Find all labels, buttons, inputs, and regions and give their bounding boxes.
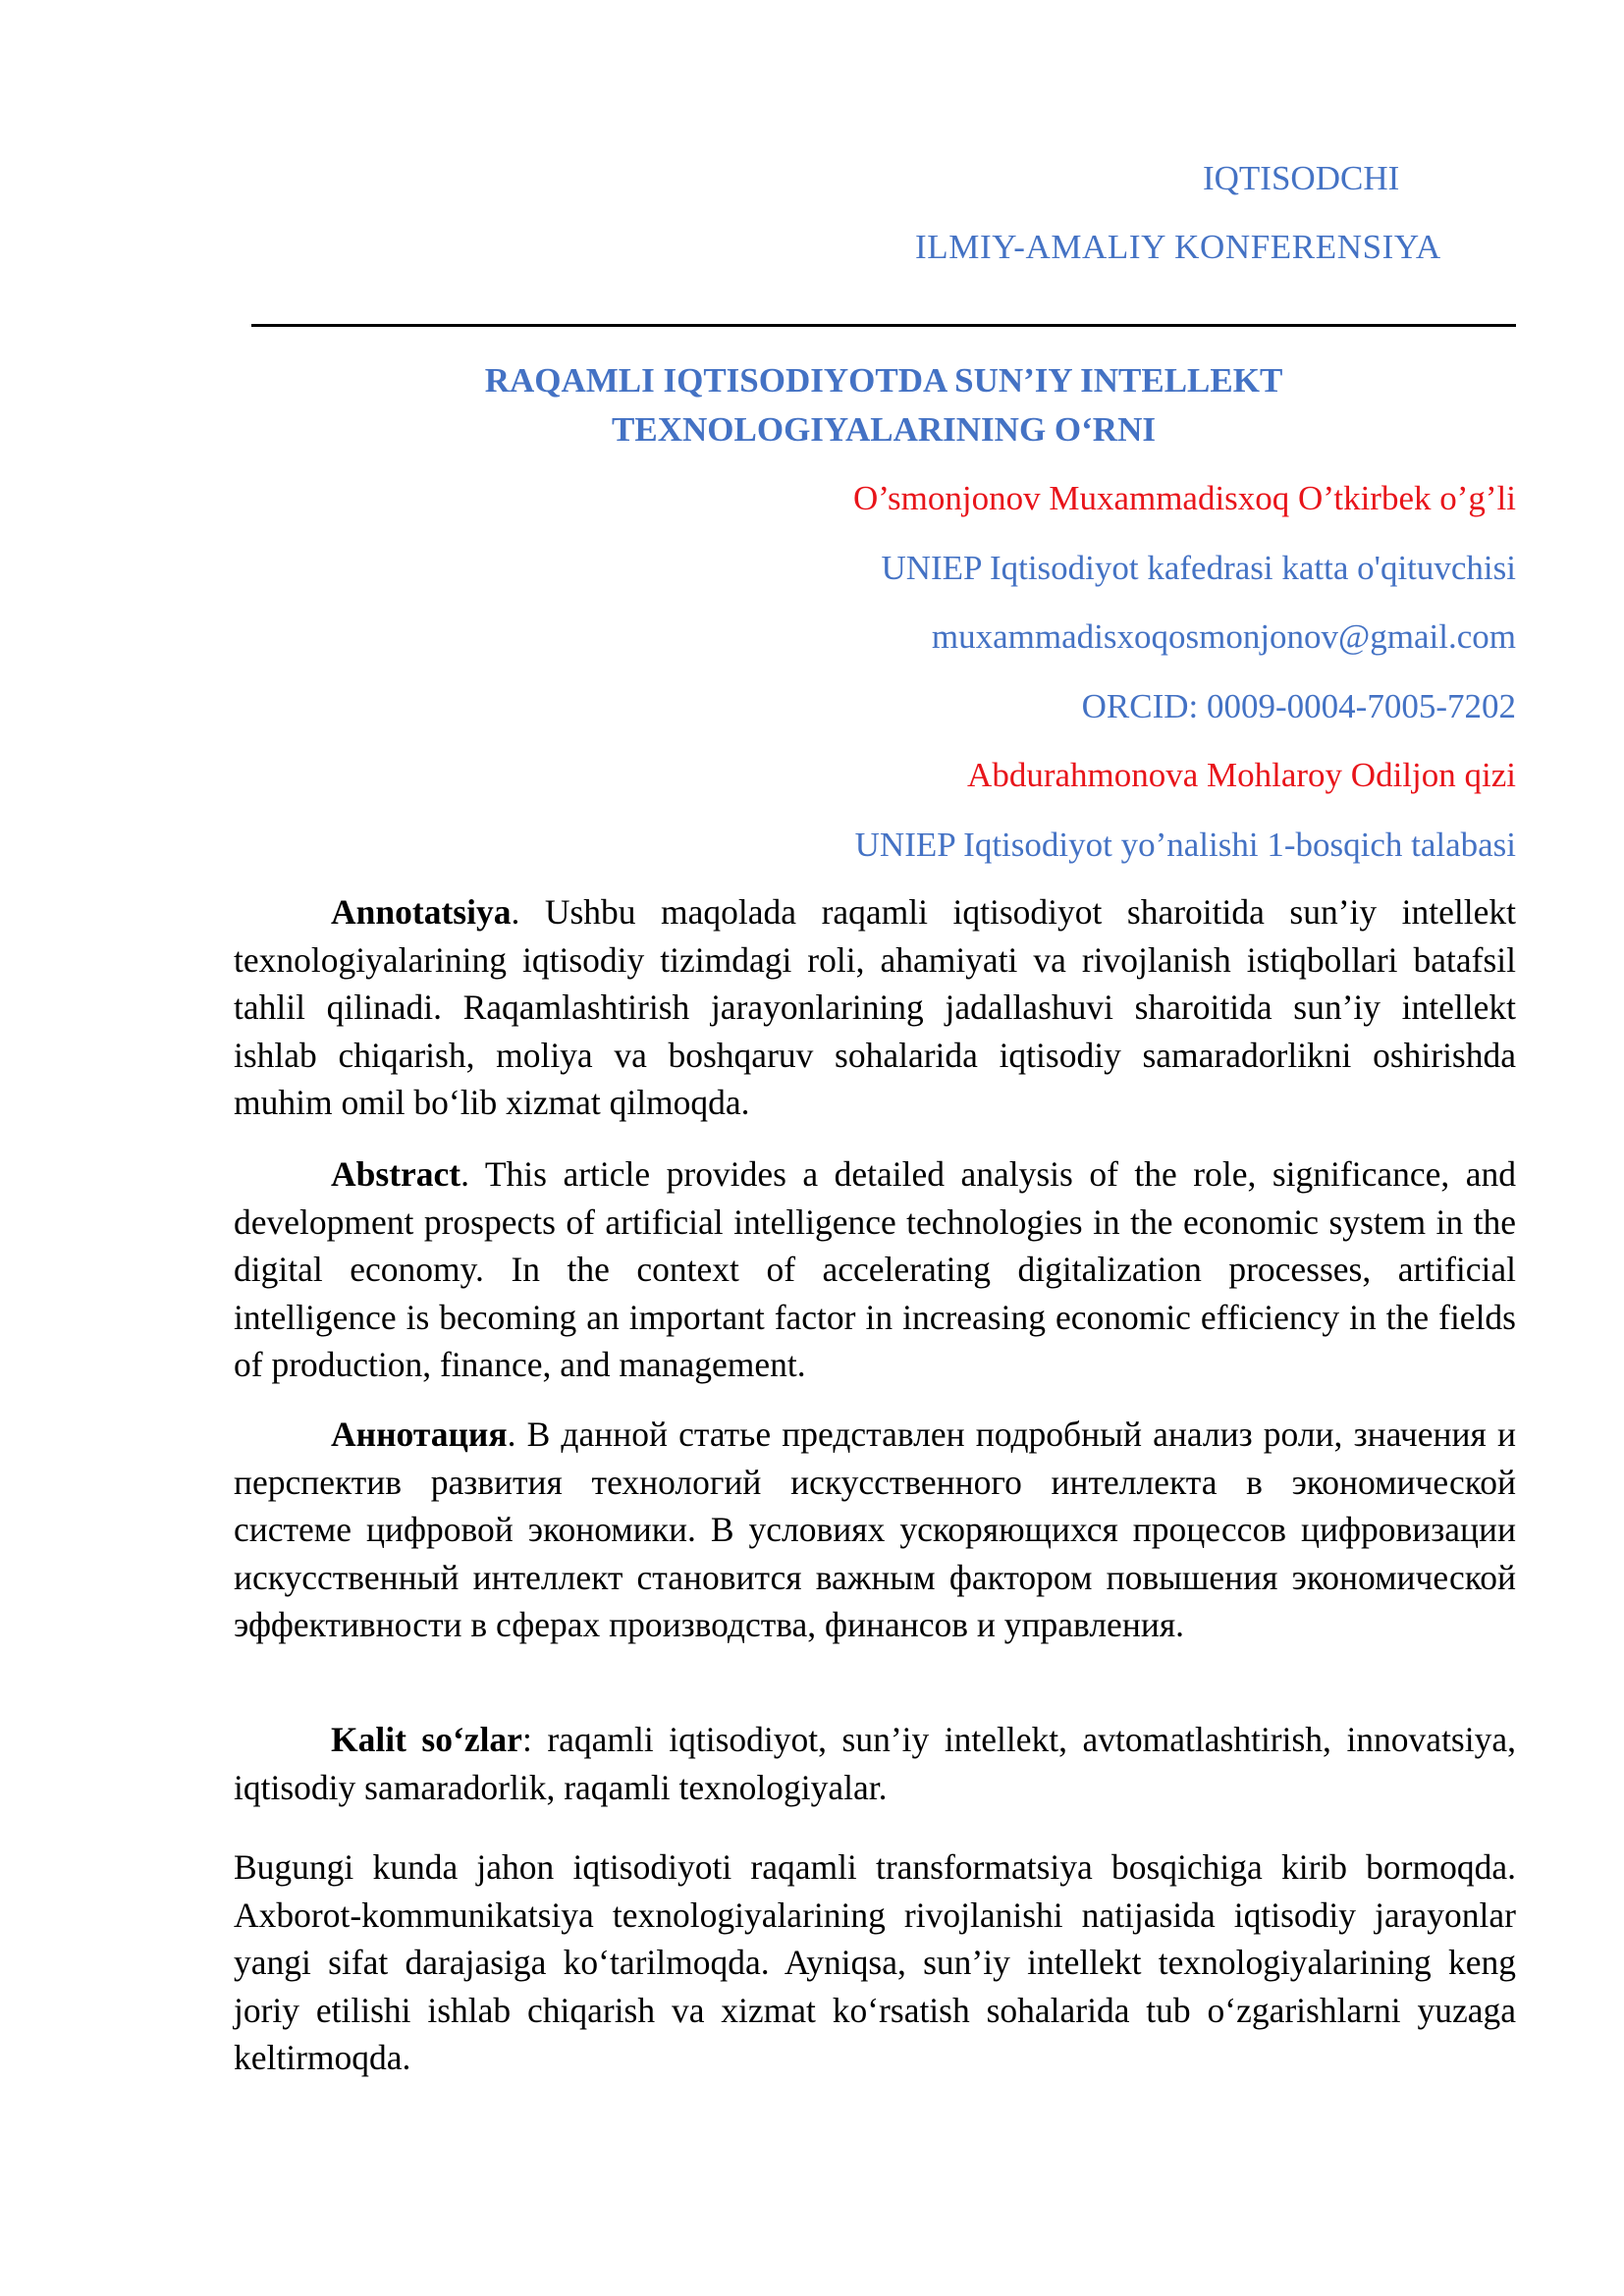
paper-title-line-2: TEXNOLOGIYALARINING O‘RNI — [612, 410, 1156, 449]
keywords-text: : raqamli iqtisodiyot, sun’iy intellekt, avtomatlashtirish, innovatsiya, iqtisodiy samaradorlik, raqamli texnologiyalar. — [234, 1720, 1516, 1807]
journal-name: IQTISODCHI — [1203, 159, 1400, 197]
abstract-en-label: Abstract — [331, 1154, 461, 1194]
author-1-orcid: ORCID: 0009-0004-7005-7202 — [1081, 687, 1516, 725]
header-divider — [251, 324, 1516, 327]
keywords — [234, 1716, 1516, 1811]
abstract-en — [234, 1150, 1516, 1389]
intro-text: Bugungi kunda jahon iqtisodiyoti raqamli transformatsiya bosqichiga kirib bormoqda. Axborot-kommunikatsiya texnologiyalarining rivojlanishi natijasida iqtisodiy jarayonlar yangi sifat darajasiga ko‘tarilmoqda. Ayniqsa, sun’iy intellekt texnologiyalarining keng joriy etilishi ishlab chiqarish va xizmat ko‘rsatish sohalarida tub o‘zgarishlarni yuzaga keltirmoqda. — [234, 1847, 1516, 2077]
annotation-ru-text: . В данной статье представлен подробный анализ роли, значения и перспектив развития технологий искусственного интеллекта в экономической системе цифровой экономики. В условиях ускоряющихся процессов цифровизации искусственный интеллект становится важным фактором повышения экономической эффективности в сферах производства, финансов и управления. — [234, 1415, 1516, 1644]
annotation-uz-label: Annotatsiya — [331, 892, 512, 932]
abstract-en-text: . This article provides a detailed analysis of the role, significance, and development prospects of artificial intelligence technologies in the economic system in the digital economy. In the context of accelerating digitalization processes, artificial intelligence is becoming an important factor in increasing economic efficiency in the fields of production, finance, and management. — [234, 1154, 1516, 1384]
annotation-uz — [234, 888, 1516, 1127]
author-2-name: Abdurahmonova Mohlaroy Odiljon qizi — [967, 756, 1516, 794]
annotation-ru — [234, 1411, 1516, 1649]
conference-name: ILMIY-AMALIY KONFERENSIYA — [915, 228, 1441, 266]
intro-paragraph — [234, 1843, 1516, 2082]
author-1-email: muxammadisxoqosmonjonov@gmail.com — [931, 617, 1516, 656]
author-2-affiliation: UNIEP Iqtisodiyot yo’nalishi 1-bosqich talabasi — [854, 826, 1516, 864]
author-1-affiliation: UNIEP Iqtisodiyot kafedrasi katta o'qituvchisi — [881, 549, 1516, 587]
keywords-label: Kalit so‘zlar — [331, 1720, 522, 1759]
annotation-uz-text: . Ushbu maqolada raqamli iqtisodiyot sharoitida sun’iy intellekt texnologiyalarining iqtisodiy tizimdagi roli, ahamiyati va rivojlanish istiqbollari batafsil tahlil qilinadi. Raqamlashtirish jarayonlarining jadallashuvi sharoitida sun’iy intellekt ishlab chiqarish, moliya va boshqaruv sohalarida iqtisodiy samaradorlikni oshirishda muhim omil bo‘lib xizmat qilmoqda. — [234, 892, 1516, 1122]
annotation-ru-label: Аннотация — [331, 1415, 508, 1454]
author-1-name: O’smonjonov Muxammadisxoq O’tkirbek o’g’li — [853, 479, 1516, 517]
paper-title-line-1: RAQAMLI IQTISODIYOTDA SUN’IY INTELLEKT — [484, 361, 1283, 400]
